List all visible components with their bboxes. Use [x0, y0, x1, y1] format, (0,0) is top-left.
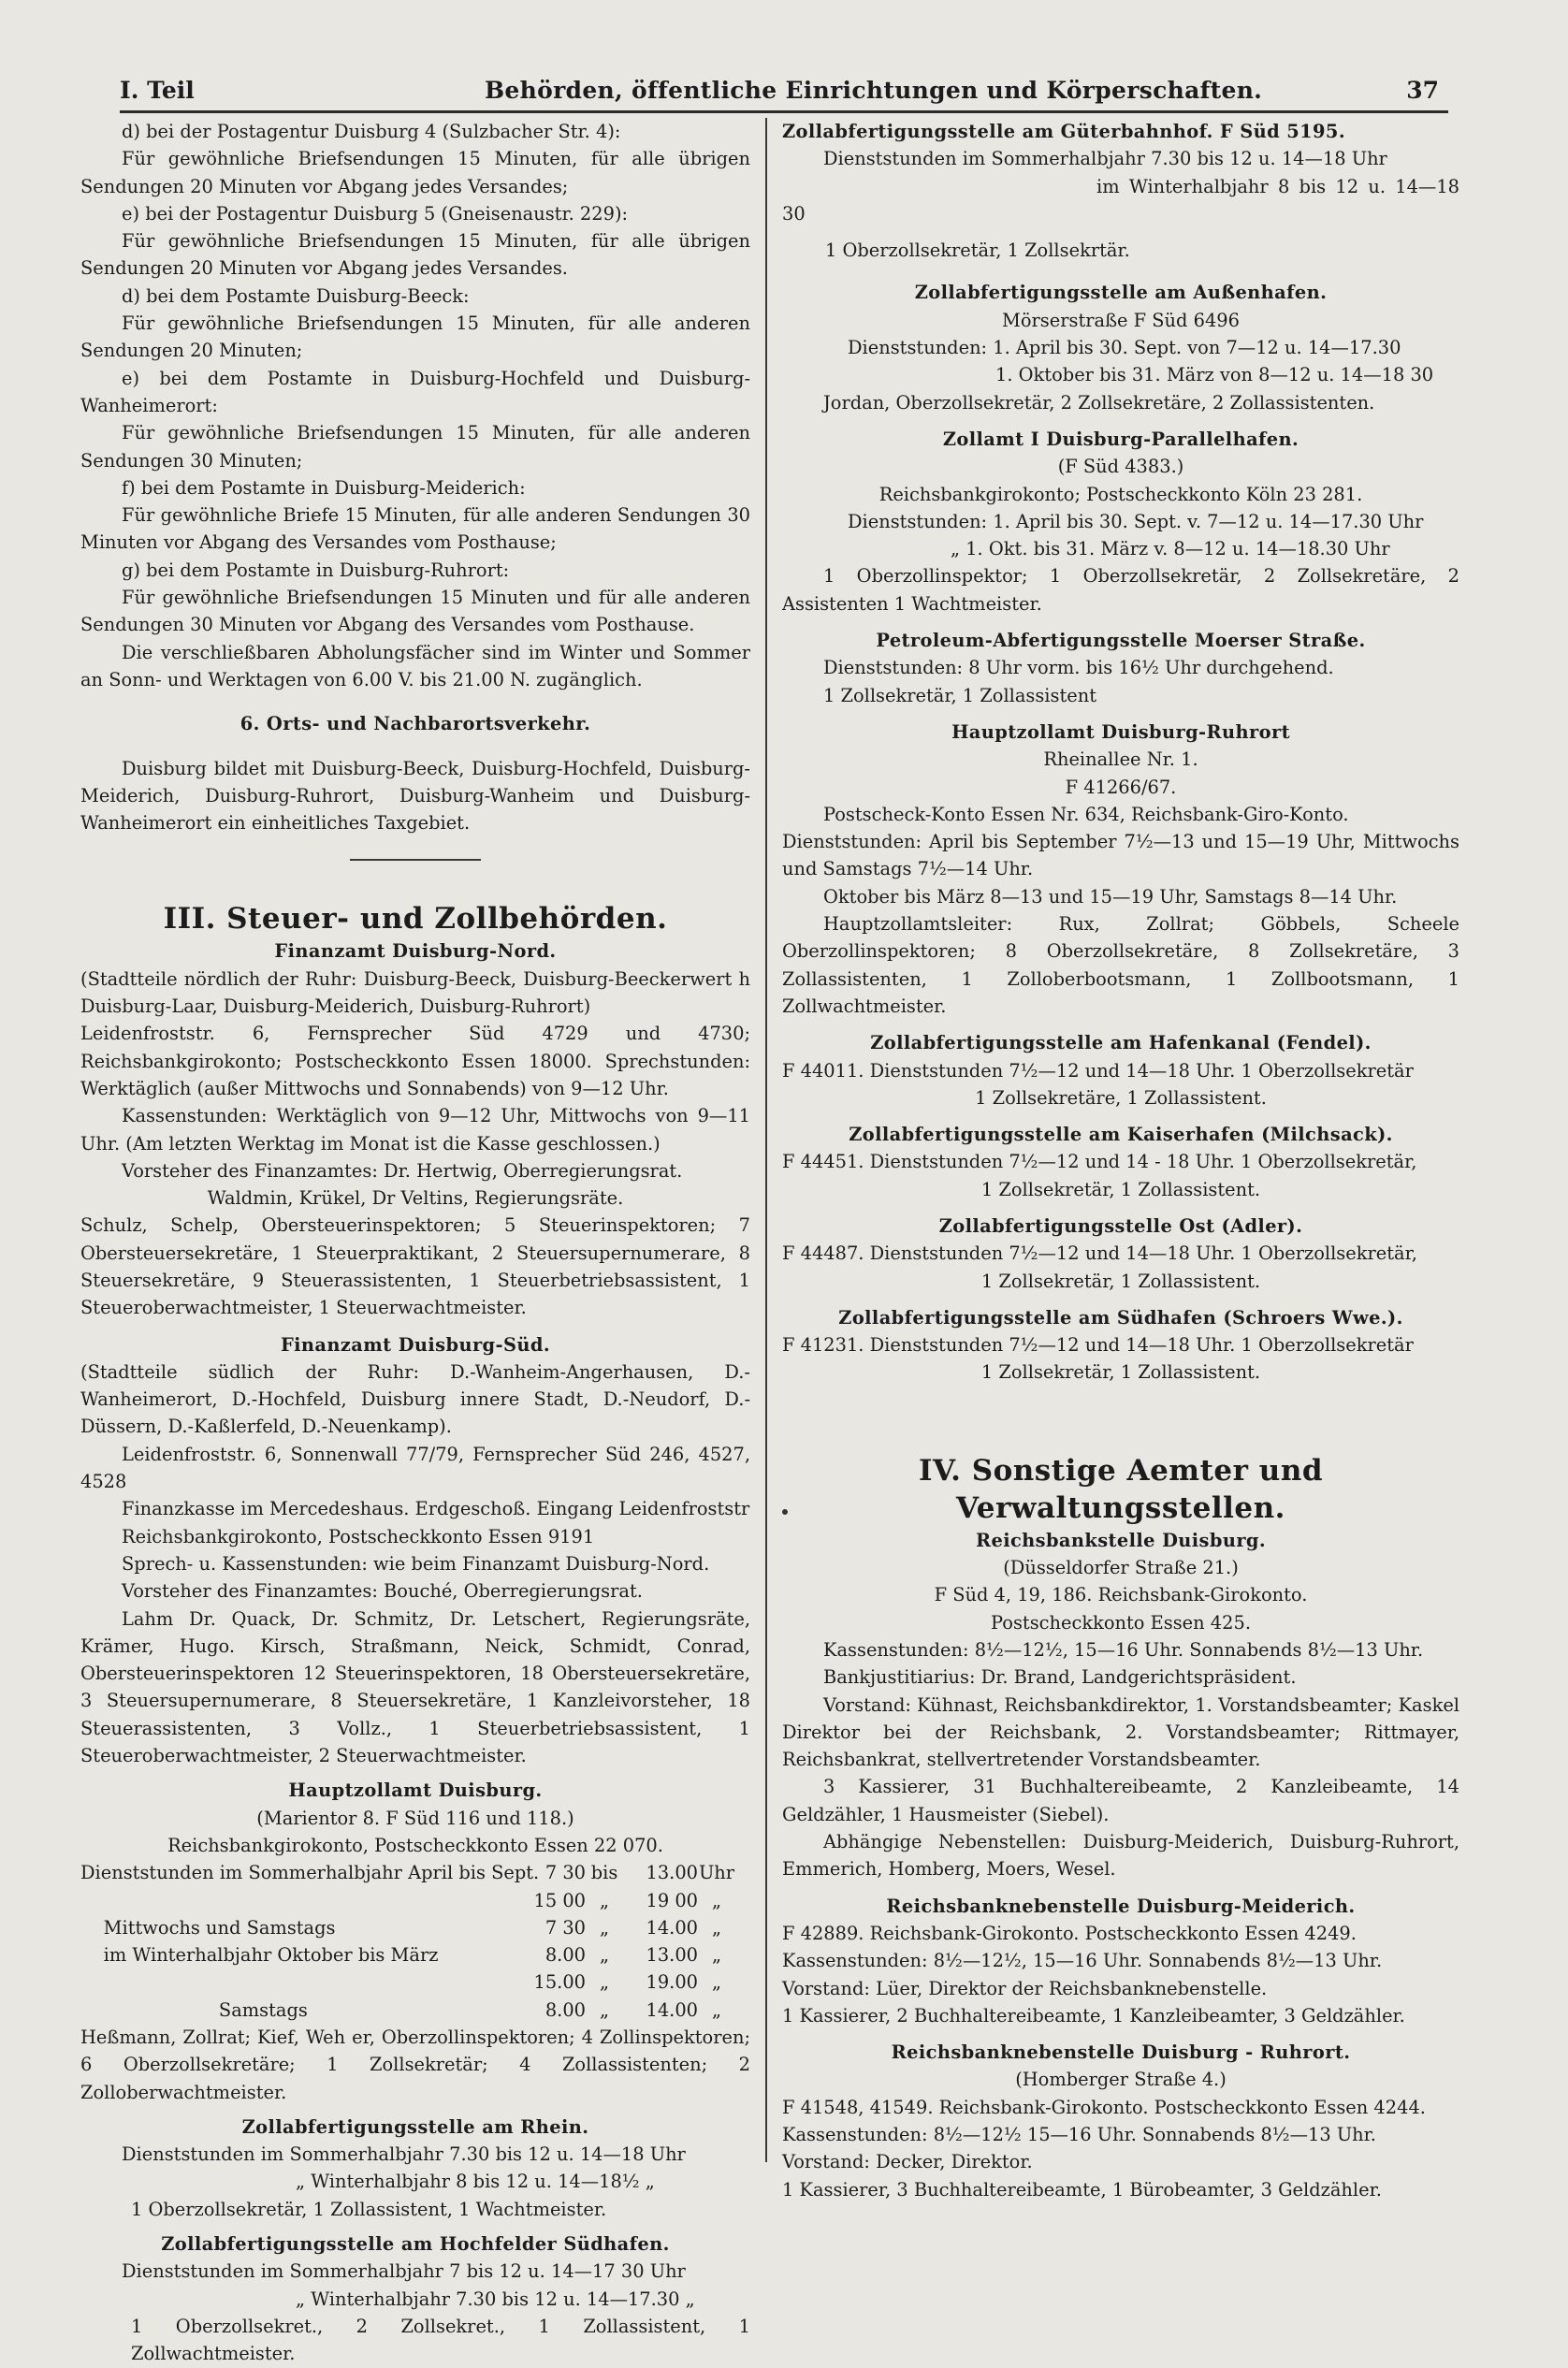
- text-line: Oktober bis März 8—13 und 15—19 Uhr, Samstags 8—14 Uhr.: [823, 885, 1398, 908]
- text-line: Vorstand: Lüer, Direktor der Reichsbanknebenstelle.: [782, 1977, 1268, 1999]
- text-line: Vorstand: Decker, Direktor.: [782, 2151, 1033, 2173]
- text-line: e) bei dem Postamte in Duisburg-Hochfeld und Duisburg-Wanheimerort:: [80, 367, 750, 416]
- text-line: e) bei der Postagentur Duisburg 5 (Gneisenaustr. 229):: [122, 202, 629, 225]
- page-header: [120, 73, 1448, 113]
- text-line: (F Süd 4383.): [1057, 456, 1184, 478]
- text-line: Bankjustitiarius: Dr. Brand, Landgerichtspräsident.: [823, 1666, 1297, 1689]
- text-line: F 41548, 41549. Reichsbank-Girokonto. Postscheckkonto Essen 4244.: [782, 2096, 1426, 2118]
- paragraph: Abhängige Nebenstellen: Duisburg-Meiderich, Duisburg-Ruhrort, Emmerich, Homberg, Moers, Wesel.: [782, 1831, 1459, 1881]
- text-line: F 44487. Dienststunden 7½—12 und 14—18 Uhr. 1 Oberzollsekretär,: [782, 1242, 1417, 1265]
- paragraph: Dienststunden: April bis September 7½—13 und 15—19 Uhr, Mittwochs und Samstags 7½—14 Uhr.: [782, 831, 1459, 880]
- paragraph: Für gewöhnliche Briefsendungen 15 Minuten, für alle anderen Sendungen 30 Minuten;: [80, 422, 750, 472]
- text-line: „ Winterhalbjahr 8 bis 12 u. 14—18½ „: [296, 2171, 655, 2193]
- text-line: F 44451. Dienststunden 7½—12 und 14 - 18 Uhr. 1 Oberzollsekretär,: [782, 1151, 1417, 1173]
- text-line: Rheinallee Nr. 1.: [1043, 748, 1198, 771]
- paragraph: Duisburg bildet mit Duisburg-Beeck, Duisburg-Hochfeld, Duisburg-Meiderich, Duisburg-Ruhrort, Duisburg-Wanheim und Duisburg-Wanheimerort ein einheitliches Taxgebiet.: [80, 757, 750, 835]
- office-heading: Finanzamt Duisburg-Süd.: [281, 1333, 550, 1356]
- paragraph: Für gewöhnliche Briefe 15 Minuten, für alle anderen Sendungen 30 Minuten vor Abgang des Versandes vom Posthause;: [80, 504, 750, 554]
- paragraph: Vorstand: Kühnast, Reichsbankdirektor, 1. Vorstandsbeamter; Kaskel Direktor bei der Reichsbank, 2. Vorstandsbeamter; Rittmayer, Reichsbankrat, stellvertretender Vorstandsbeamter.: [782, 1693, 1459, 1771]
- text-line: 1 Zollsekretäre, 1 Zollassistent.: [975, 1086, 1267, 1109]
- page-number: 37: [1406, 77, 1439, 104]
- hours-row: im Winterhalbjahr Oktober bis März 8.00 „ 13.00 „: [80, 1944, 722, 1967]
- text-line: (Homberger Straße 4.): [1015, 2069, 1227, 2091]
- text-line: 1. Oktober bis 31. März von 8—12 u. 14—18 30: [995, 364, 1434, 386]
- paragraph: Hauptzollamtsleiter: Rux, Zollrat; Göbbels, Scheele Oberzollinspektoren; 8 Oberzollsekretäre, 8 Zollsekretäre, 3 Zollassistenten, 1 Zolloberbootsmann, 1 Zollbootsmann, 1 Zollwachtmeister.: [782, 913, 1459, 1017]
- text-line: Dienststunden im Sommerhalbjahr 7 bis 12 u. 14—17 30 Uhr: [122, 2260, 686, 2283]
- text-line: F 44011. Dienststunden 7½—12 und 14—18 Uhr. 1 Oberzollsekretär: [782, 1059, 1414, 1082]
- section-heading: III. Steuer- und Zollbehörden.: [163, 902, 668, 937]
- office-heading: Petroleum-Abfertigungsstelle Moerser Straße.: [876, 630, 1366, 652]
- office-heading: Finanzamt Duisburg-Nord.: [274, 940, 557, 963]
- running-title: Behörden, öffentliche Einrichtungen und Körperschaften.: [485, 77, 1263, 104]
- office-heading: Zollabfertigungsstelle am Außenhafen.: [914, 282, 1328, 304]
- text-line: Postscheckkonto Essen 425.: [991, 1611, 1251, 1634]
- paragraph: Vorsteher des Finanzamtes: Dr. Hertwig, Oberregierungsrat.: [122, 1159, 683, 1182]
- office-heading: Reichsbanknebenstelle Duisburg - Ruhrort.: [891, 2041, 1351, 2064]
- office-heading: Reichsbankstelle Duisburg.: [975, 1529, 1267, 1551]
- text-line: 1 Oberzollsekret., 2 Zollsekret., 1 Zollassistent, 1 Zollwachtmeister.: [131, 2315, 750, 2365]
- paragraph: 3 Kassierer, 31 Buchhaltereibeamte, 2 Kanzleibeamte, 14 Geldzähler, 1 Hausmeister (Siebel).: [782, 1776, 1459, 1825]
- text-line: 1 Kassierer, 2 Buchhaltereibeamte, 1 Kanzleibeamter, 3 Geldzähler.: [782, 2004, 1405, 2027]
- text-line: Reichsbankgirokonto, Postscheckkonto Essen 9191: [122, 1525, 595, 1547]
- text-line: F 41231. Dienststunden 7½—12 und 14—18 Uhr. 1 Oberzollsekretär: [782, 1334, 1414, 1357]
- text-line: „ 1. Okt. bis 31. März v. 8—12 u. 14—18.30 Uhr: [951, 538, 1390, 560]
- hours-row: Mittwochs und Samstags 7 30 „ 14.00 „: [80, 1916, 722, 1939]
- paragraph: Schulz, Schelp, Obersteuerinspektoren; 5 Steuerinspektoren; 7 Obersteuersekretäre, 1 Steuerpraktikant, 2 Steuersupernumerare, 8 Steuersekretäre, 9 Steuerassistenten, 1 Steuerbetriebsassistent, 1 Steueroberwachtmeister, 1 Steuerwachtmeister.: [80, 1214, 750, 1319]
- text-line: Dienststunden: 8 Uhr vorm. bis 16½ Uhr durchgehend.: [823, 657, 1334, 679]
- text-line: g) bei dem Postamte in Duisburg-Ruhrort:: [122, 559, 510, 581]
- text-line: Kassenstunden: 8½—12½ 15—16 Uhr. Sonnabends 8½—13 Uhr.: [782, 2124, 1376, 2145]
- text-line: (Düsseldorfer Straße 21.): [1003, 1557, 1239, 1579]
- text-line: Reichsbankgirokonto, Postscheckkonto Essen 22 070.: [167, 1834, 663, 1856]
- text-line: im Winterhalbjahr 8 bis 12 u. 14—18 30: [782, 175, 1459, 225]
- text-line: „ Winterhalbjahr 7.30 bis 12 u. 14—17.30 „: [296, 2288, 695, 2310]
- text-line: 1 Kassierer, 3 Buchhaltereibeamte, 1 Bürobeamter, 3 Geldzähler.: [782, 2178, 1382, 2201]
- office-heading: Zollabfertigungsstelle am Güterbahnhof. F Süd 5195.: [782, 121, 1345, 142]
- text-line: Reichsbankgirokonto; Postscheckkonto Köln 23 281.: [878, 483, 1363, 505]
- text-line: Dienststunden: 1. April bis 30. Sept. von 7—12 u. 14—17.30: [848, 337, 1401, 359]
- text-line: Kassenstunden: 8½—12½, 15—16 Uhr. Sonnabends 8½—13 Uhr.: [782, 1950, 1383, 1972]
- hours-row: Samstags 8.00 „ 14.00 „: [80, 1998, 722, 2021]
- office-heading: Zollabfertigungsstelle am Kaiserhafen (Milchsack).: [849, 1124, 1393, 1146]
- text-line: Waldmin, Krükel, Dr Veltins, Regierungsräte.: [207, 1187, 624, 1210]
- office-heading: Hauptzollamt Duisburg.: [288, 1780, 543, 1802]
- office-heading: Zollabfertigungsstelle am Südhafen (Schroers Wwe.).: [838, 1306, 1403, 1329]
- right-column: [782, 118, 1459, 2203]
- paragraph: Heßmann, Zollrat; Kief, Weh er, Oberzollinspektoren; 4 Zollinspektoren; 6 Oberzollsekretäre; 1 Zollsekretär; 4 Zollassistenten; 2 Zolloberwachtmeister.: [80, 2027, 750, 2103]
- text-line: F 41266/67.: [1065, 776, 1177, 798]
- text-line: 1 Zollsekretär, 1 Zollassistent.: [980, 1178, 1261, 1200]
- hours-table: [80, 1859, 750, 2024]
- text-line: Mörserstraße F Süd 6496: [1002, 309, 1240, 331]
- text-line: Vorsteher des Finanzamtes: Bouché, Oberregierungsrat.: [122, 1580, 643, 1603]
- text-line: Sprech- u. Kassenstunden: wie beim Finanzamt Duisburg-Nord.: [122, 1552, 710, 1575]
- text-line: F 42889. Reichsbank-Girokonto. Postscheckkonto Essen 4249.: [782, 1922, 1357, 1944]
- section-rule: [350, 859, 481, 861]
- paragraph: Für gewöhnliche Briefsendungen 15 Minuten, für alle übrigen Sendungen 20 Minuten vor Abgang jedes Versandes.: [80, 230, 750, 280]
- text-line: d) bei dem Postamte Duisburg-Beeck:: [122, 284, 470, 307]
- text-line: Dienststunden im Sommerhalbjahr 7.30 bis 12 u. 14—18 Uhr: [122, 2143, 686, 2166]
- part-label: I. Teil: [120, 77, 195, 104]
- left-column: [80, 118, 750, 2368]
- office-heading: Hauptzollamt Duisburg-Ruhrort: [951, 720, 1290, 743]
- hours-row: Dienststunden im Sommerhalbjahr April bis Sept. 7 30 bis 13.00 Uhr: [80, 1862, 735, 1884]
- text-line: F Süd 4, 19, 186. Reichsbank-Girokonto.: [934, 1584, 1308, 1606]
- text-line: 1 Zollsekretär, 1 Zollassistent.: [980, 1270, 1261, 1292]
- office-heading: Zollabfertigungsstelle am Rhein.: [241, 2115, 589, 2138]
- paragraph: Kassenstunden: Werktäglich von 9—12 Uhr, Mittwochs von 9—11 Uhr. (Am letzten Werktag im Monat ist die Kasse geschlossen.): [80, 1105, 750, 1155]
- text-line: Jordan, Oberzollsekretär, 2 Zollsekretäre, 2 Zollassistenten.: [823, 391, 1375, 414]
- section-heading: IV. Sonstige Aemter und Verwaltungsstellen.: [918, 1453, 1324, 1525]
- text-line: 1 Oberzollsekretär, 1 Zollsekrtär.: [825, 240, 1130, 262]
- text-line: 1 Oberzollsekretär, 1 Zollassistent, 1 Wachtmeister.: [131, 2198, 607, 2220]
- paragraph: Für gewöhnliche Briefsendungen 15 Minuten, für alle übrigen Sendungen 20 Minuten vor Abgang jedes Versandes;: [80, 148, 750, 197]
- text-line: Postscheck-Konto Essen Nr. 634, Reichsbank-Giro-Konto.: [823, 803, 1349, 825]
- text-line: Finanzkasse im Mercedeshaus. Erdgeschoß. Eingang Leidenfroststr: [122, 1498, 750, 1520]
- text-line: 1 Zollsekretär, 1 Zollassistent.: [980, 1361, 1261, 1384]
- text-line: Dienststunden: 1. April bis 30. Sept. v. 7—12 u. 14—17.30 Uhr: [848, 510, 1424, 532]
- text-line: f) bei dem Postamte in Duisburg-Meiderich:: [122, 476, 526, 499]
- text-line: (Marientor 8. F Süd 116 und 118.): [256, 1807, 574, 1829]
- office-heading: Reichsbanknebenstelle Duisburg-Meiderich.: [886, 1895, 1356, 1917]
- paragraph: Für gewöhnliche Briefsendungen 15 Minuten und für alle anderen Sendungen 30 Minuten vor Abgang des Versandes vom Posthause.: [80, 587, 750, 636]
- text-line: Dienststunden im Sommerhalbjahr 7.30 bis 12 u. 14—18 Uhr: [823, 148, 1387, 170]
- office-heading: Zollabfertigungsstelle Ost (Adler).: [938, 1214, 1303, 1237]
- hours-row: 15.00 „ 19.00 „: [533, 1971, 722, 1994]
- paragraph: Lahm Dr. Quack, Dr. Schmitz, Dr. Letschert, Regierungsräte, Krämer, Hugo. Kirsch, Straßmann, Neick, Schmidt, Conrad, Obersteuerinspektoren 12 Steuerinspektoren, 18 Obersteuersekretäre, 3 Steuersupernumerare, 8 Steuersekretäre, 1 Kanzleivorsteher, 18 Steuerassistenten, 3 Vollz., 1 Steuerbetriebsassistent, 1 Steueroberwachtmeister, 2 Steuerwachtmeister.: [80, 1607, 750, 1767]
- paragraph: 1 Oberzollinspektor; 1 Oberzollsekretär, 2 Zollsekretäre, 2 Assistenten 1 Wachtmeister.: [782, 565, 1459, 615]
- paragraph: Die verschließbaren Abholungsfächer sind im Winter und Sommer an Sonn- und Werktagen von 6.00 V. bis 21.00 N. zugänglich.: [80, 641, 750, 690]
- office-heading: Zollabfertigungsstelle am Hafenkanal (Fendel).: [870, 1032, 1372, 1054]
- text-line: Leidenfroststr. 6, Sonnenwall 77/79, Fernsprecher Süd 246, 4527, 4528: [80, 1443, 750, 1493]
- hours-row: 15 00 „ 19 00 „: [533, 1889, 722, 1911]
- paragraph: (Stadtteile nördlich der Ruhr: Duisburg-Beeck, Duisburg-Beeckerwert h Duisburg-Laar, Duisburg-Meiderich, Duisburg-Ruhrort): [80, 967, 750, 1018]
- paragraph: (Stadtteile südlich der Ruhr: D.-Wanheim-Angerhausen, D.-Wanheimerort, D.-Hochfeld, Duisburg innere Stadt, D.-Neudorf, D.-Düssern, D.-Kaßlerfeld, D.-Neuenkamp).: [80, 1360, 750, 1438]
- subsection-heading: 6. Orts- und Nachbarortsverkehr.: [240, 713, 591, 735]
- paragraph: Leidenfroststr. 6, Fernsprecher Süd 4729 und 4730; Reichsbankgirokonto; Postscheckkonto Essen 18000. Sprechstunden: Werktäglich (außer Mittwochs und Sonnabends) von 9—12 Uhr.: [80, 1023, 750, 1099]
- column-divider: [765, 118, 767, 2162]
- office-heading: Zollamt I Duisburg-Parallelhafen.: [942, 428, 1299, 450]
- text-line: Kassenstunden: 8½—12½, 15—16 Uhr. Sonnabends 8½—13 Uhr.: [823, 1638, 1424, 1661]
- paragraph: Für gewöhnliche Briefsendungen 15 Minuten, für alle anderen Sendungen 20 Minuten;: [80, 312, 750, 362]
- office-heading: Zollabfertigungsstelle am Hochfelder Südhafen.: [161, 2233, 670, 2256]
- text-line: 1 Zollsekretär, 1 Zollassistent: [823, 684, 1097, 706]
- text-line: d) bei der Postagentur Duisburg 4 (Sulzbacher Str. 4):: [122, 121, 621, 142]
- ink-spot: [782, 1509, 788, 1515]
